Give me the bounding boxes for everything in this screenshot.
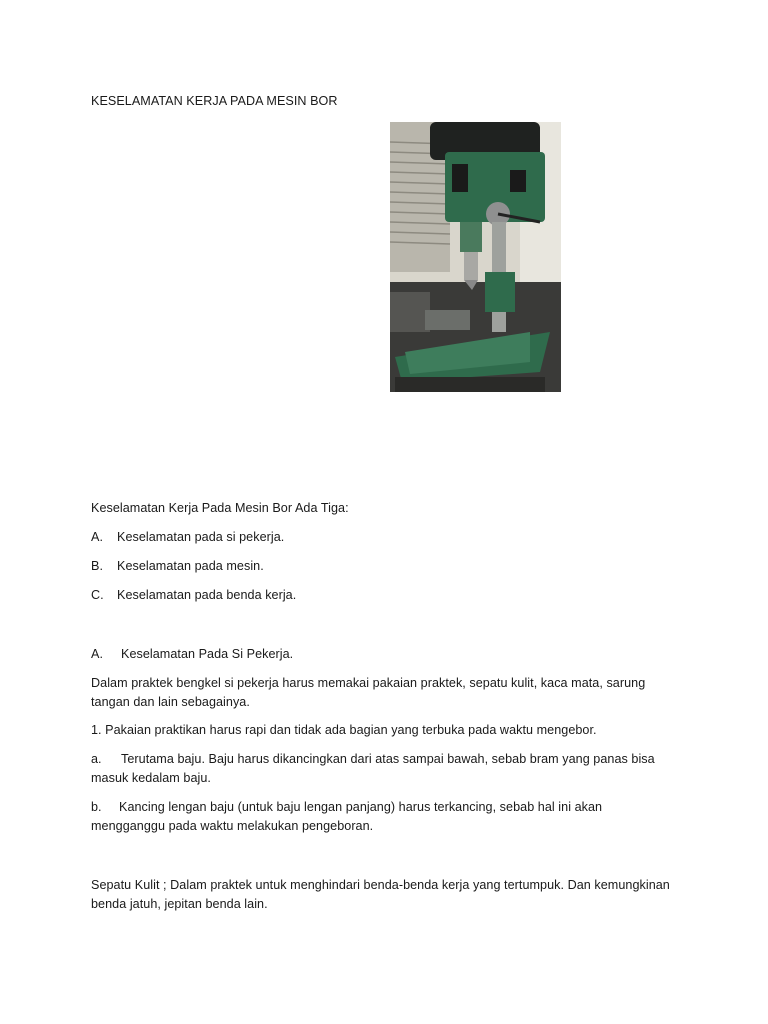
section-label: A. <box>91 647 103 661</box>
sub-item-label: a. <box>91 752 102 766</box>
section-title: Keselamatan Pada Si Pekerja. <box>121 647 294 661</box>
drill-press-photo <box>390 122 561 392</box>
numbered-item: 1. Pakaian praktikan harus rapi dan tidak ada bagian yang terbuka pada waktu mengebor. <box>91 723 597 737</box>
paragraph-line: mengganggu pada waktu melakukan pengeboran. <box>91 819 374 833</box>
paragraph-line: Sepatu Kulit ; Dalam praktek untuk menghindari benda-benda kerja yang tertumpuk. Dan kemungkinan <box>91 878 670 892</box>
paragraph-line: masuk kedalam baju. <box>91 771 211 785</box>
drill-press-illustration <box>390 122 561 392</box>
list-label: B. <box>91 559 103 573</box>
list-item <box>91 586 296 605</box>
list-text: Keselamatan pada mesin. <box>117 559 264 573</box>
sub-item-label: b. <box>91 800 102 814</box>
list-label: C. <box>91 588 104 602</box>
paragraph-line: Dalam praktek bengkel si pekerja harus memakai pakaian praktek, sepatu kulit, kaca mata, sarung <box>91 676 646 690</box>
section-a-heading <box>91 645 293 664</box>
sub-item-b <box>91 798 602 817</box>
paragraph-line: tangan dan lain sebagainya. <box>91 695 250 709</box>
paragraph-line: benda jatuh, jepitan benda lain. <box>91 897 268 911</box>
list-item <box>91 557 264 576</box>
sub-item-text: Kancing lengan baju (untuk baju lengan panjang) harus terkancing, sebab hal ini akan <box>119 800 603 814</box>
list-label: A. <box>91 530 103 544</box>
list-text: Keselamatan pada si pekerja. <box>117 530 285 544</box>
list-item <box>91 528 284 547</box>
document-title: KESELAMATAN KERJA PADA MESIN BOR <box>91 94 338 108</box>
intro-text: Keselamatan Kerja Pada Mesin Bor Ada Tiga: <box>91 501 349 515</box>
sub-item-a <box>91 750 655 769</box>
list-text: Keselamatan pada benda kerja. <box>117 588 297 602</box>
sub-item-text: Terutama baju. Baju harus dikancingkan dari atas sampai bawah, sebab bram yang panas bisa <box>121 752 655 766</box>
